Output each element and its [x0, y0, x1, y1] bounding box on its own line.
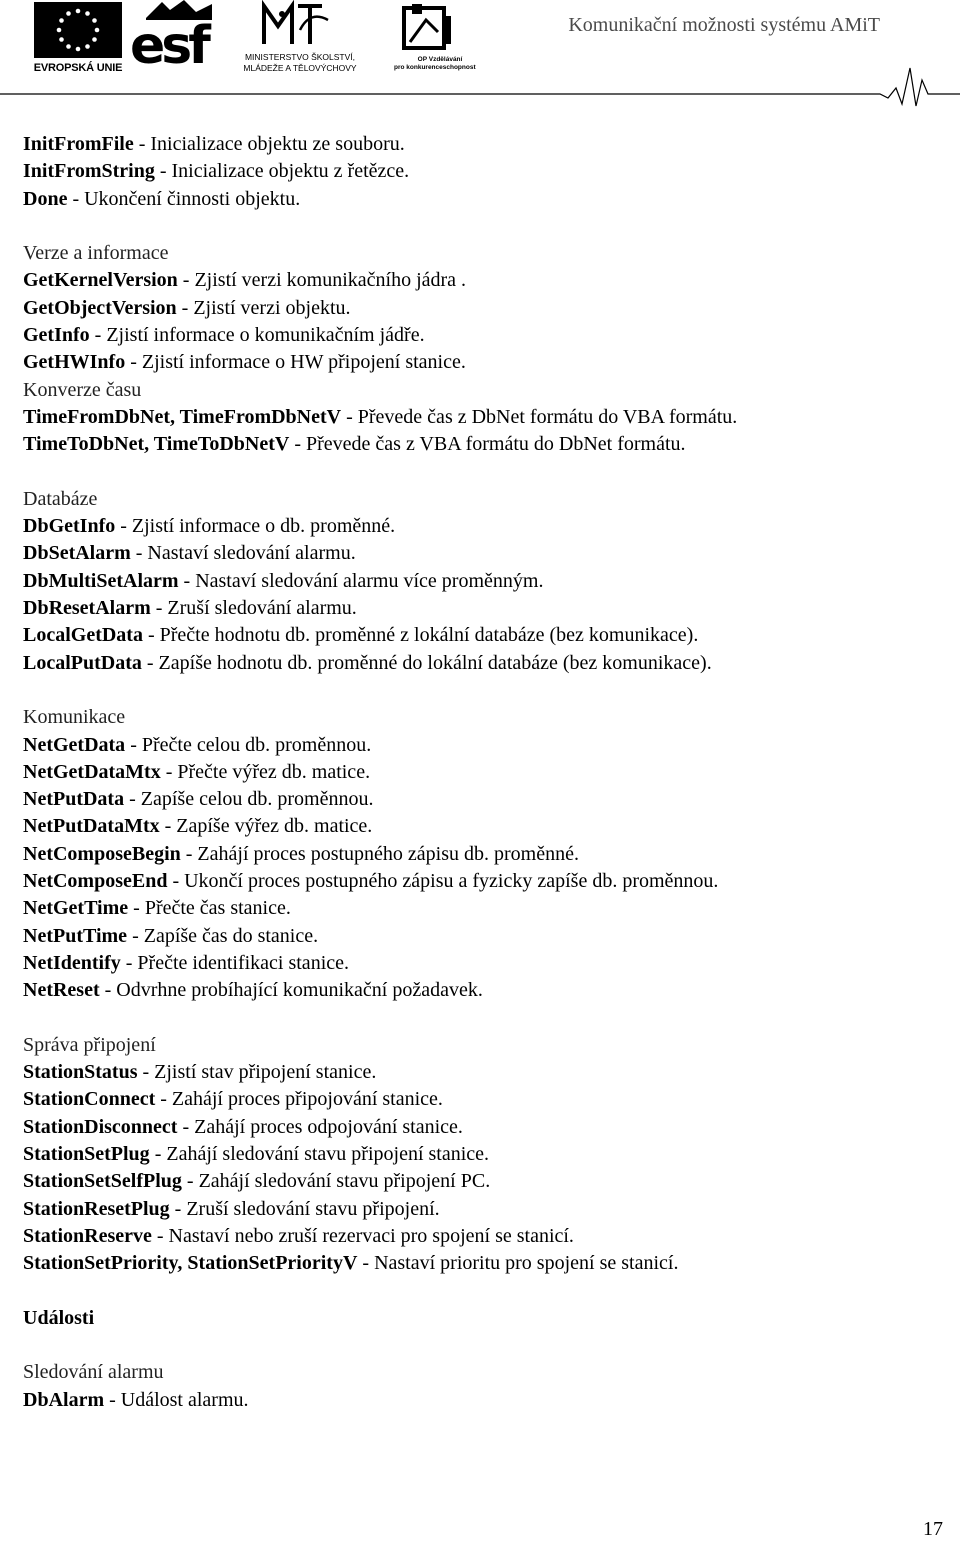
method-entry — [23, 977, 933, 1004]
method-name: DbGetInfo — [23, 515, 116, 538]
method-entry — [23, 1141, 933, 1168]
section-heading: Sledování alarmu — [23, 1361, 164, 1384]
document-title: Komunikační možnosti systému AMiT — [568, 14, 880, 36]
section-heading: Verze a informace — [23, 242, 169, 265]
method-entry — [23, 513, 933, 540]
method-entry — [23, 595, 933, 622]
method-entry — [23, 868, 933, 895]
method-description: - Zahájí sledování stavu připojení PC. — [181, 1170, 491, 1193]
method-description: - Zruší sledování stavu připojení. — [169, 1197, 440, 1220]
method-name: StationReserve — [23, 1224, 152, 1247]
eu-logo-caption: EVROPSKÁ UNIE — [33, 62, 123, 74]
eu-star-icon — [92, 18, 97, 23]
method-entry — [23, 786, 933, 813]
method-description: - Zahájí proces odpojování stanice. — [177, 1115, 463, 1138]
method-description: - Zapíše hodnotu db. proměnné do lokální databáze (bez komunikace). — [141, 651, 712, 674]
method-description: - Inicializace objektu z řetězce. — [154, 160, 410, 183]
method-name: TimeToDbNet, TimeToDbNetV — [23, 433, 290, 456]
document-body — [23, 131, 933, 1414]
method-name: GetHWInfo — [23, 351, 126, 374]
method-description: - Událost alarmu. — [104, 1388, 249, 1411]
method-name: StationSetPriority, StationSetPriorityV — [23, 1252, 358, 1275]
method-name: NetPutData — [23, 788, 125, 811]
method-entry — [23, 1059, 933, 1086]
method-name: DbSetAlarm — [23, 542, 131, 565]
method-entry — [23, 1250, 933, 1277]
method-name: InitFromFile — [23, 133, 134, 155]
blank-line — [23, 1277, 933, 1304]
method-entry — [23, 158, 933, 185]
method-name: LocalPutData — [23, 651, 142, 674]
method-description: - Zjistí verzi objektu. — [176, 296, 351, 319]
msmt-emblem-icon — [260, 0, 340, 50]
esf-logo-text: esf — [130, 16, 207, 76]
method-entry — [23, 1114, 933, 1141]
method-name: DbResetAlarm — [23, 597, 151, 620]
method-name: Done — [23, 187, 68, 210]
blank-line — [23, 459, 933, 486]
method-description: - Přečte celou db. proměnnou. — [125, 733, 372, 756]
op-emblem-icon — [398, 2, 454, 54]
method-name: GetInfo — [23, 324, 90, 347]
eu-star-icon — [59, 37, 64, 42]
method-entry — [23, 759, 933, 786]
eu-flag-icon — [34, 2, 122, 58]
method-entry — [23, 1387, 933, 1414]
section-heading-bold: Události — [23, 1306, 95, 1329]
method-description: - Nastaví sledování alarmu více proměnným. — [178, 569, 544, 592]
method-entry — [23, 1168, 933, 1195]
method-name: GetKernelVersion — [23, 269, 178, 292]
page-number: 17 — [923, 1518, 943, 1540]
method-entry — [23, 322, 933, 349]
eu-star-icon — [66, 11, 71, 16]
method-name: NetComposeEnd — [23, 870, 168, 893]
method-name: NetPutTime — [23, 924, 128, 947]
method-description: - Zapíše čas do stanice. — [127, 924, 319, 947]
method-name: LocalGetData — [23, 624, 143, 647]
method-name: StationConnect — [23, 1088, 156, 1111]
section-heading: Správa připojení — [23, 1033, 156, 1056]
method-description: - Inicializace objektu ze souboru. — [133, 133, 405, 155]
method-entry — [23, 732, 933, 759]
method-name: StationStatus — [23, 1061, 138, 1084]
method-description: - Zjistí informace o db. proměnné. — [115, 515, 396, 538]
eu-star-icon — [66, 44, 71, 49]
msmt-caption-line1: MINISTERSTVO ŠKOLSTVÍ, — [244, 52, 356, 62]
method-entry — [23, 431, 933, 458]
method-name: NetGetData — [23, 733, 126, 756]
method-description: - Ukončí proces postupného zápisu a fyzicky zapíše db. proměnnou. — [167, 870, 719, 893]
method-description: - Přečte čas stanice. — [128, 897, 291, 920]
method-entry — [23, 923, 933, 950]
method-name: NetIdentify — [23, 951, 121, 974]
method-name: NetComposeBegin — [23, 842, 181, 865]
method-entry — [23, 186, 933, 213]
method-entry — [23, 813, 933, 840]
method-entry — [23, 131, 933, 158]
method-description: - Zapíše celou db. proměnnou. — [124, 788, 374, 811]
method-description: - Převede čas z DbNet formátu do VBA formátu. — [341, 405, 738, 428]
eu-star-icon — [95, 28, 100, 33]
method-description: - Ukončení činnosti objektu. — [67, 187, 301, 210]
page-header — [0, 0, 960, 110]
header-pulse-line — [0, 60, 960, 110]
method-entry — [23, 950, 933, 977]
method-name: GetObjectVersion — [23, 296, 177, 319]
method-name: StationResetPlug — [23, 1197, 170, 1220]
blank-line — [23, 1332, 933, 1359]
method-description: - Přečte identifikaci stanice. — [120, 951, 349, 974]
section-heading: Databáze — [23, 487, 98, 510]
method-description: - Přečte výřez db. matice. — [160, 760, 371, 783]
method-description: - Zahájí sledování stavu připojení stanice. — [149, 1142, 490, 1165]
eu-star-icon — [76, 9, 81, 14]
blank-line — [23, 1005, 933, 1032]
method-name: NetGetTime — [23, 897, 129, 920]
method-entry — [23, 622, 933, 649]
method-entry — [23, 540, 933, 567]
method-entry — [23, 650, 933, 677]
eu-star-icon — [85, 44, 90, 49]
method-name: StationDisconnect — [23, 1115, 178, 1138]
msmt-caption-line2: MLÁDEŽE A TĚLOVÝCHOVY — [243, 63, 357, 73]
op-caption-line1: OP Vzdělávání — [417, 56, 463, 63]
method-name: StationSetPlug — [23, 1142, 150, 1165]
method-entry — [23, 841, 933, 868]
method-name: StationSetSelfPlug — [23, 1170, 182, 1193]
method-entry — [23, 1223, 933, 1250]
eu-star-icon — [59, 18, 64, 23]
method-entry — [23, 1086, 933, 1113]
method-name: DbAlarm — [23, 1388, 105, 1411]
eu-star-icon — [57, 28, 62, 33]
method-description: - Nastaví nebo zruší rezervaci pro spojení se stanicí. — [151, 1224, 574, 1247]
method-description: - Odvrhne probíhající komunikační požadavek. — [99, 979, 483, 1002]
method-description: - Přečte hodnotu db. proměnné z lokální databáze (bez komunikace). — [142, 624, 699, 647]
method-name: DbMultiSetAlarm — [23, 569, 179, 592]
method-description: - Zjistí informace o HW připojení stanice. — [125, 351, 466, 374]
section-heading: Konverze času — [23, 378, 142, 401]
op-caption-line2: pro konkurenceschopnost — [394, 64, 476, 71]
method-description: - Nastaví prioritu pro spojení se stanicí. — [357, 1252, 679, 1275]
method-name: NetPutDataMtx — [23, 815, 160, 838]
method-name: TimeFromDbNet, TimeFromDbNetV — [23, 405, 342, 428]
blank-line — [23, 677, 933, 704]
method-entry — [23, 349, 933, 376]
method-entry — [23, 1196, 933, 1223]
method-description: - Převede čas z VBA formátu do DbNet formátu. — [289, 433, 686, 456]
method-description: - Zapíše výřez db. matice. — [159, 815, 373, 838]
method-description: - Zahájí proces připojování stanice. — [155, 1088, 443, 1111]
section-heading: Komunikace — [23, 706, 126, 729]
method-entry — [23, 895, 933, 922]
eu-star-icon — [85, 11, 90, 16]
method-entry — [23, 568, 933, 595]
method-entry — [23, 404, 933, 431]
method-description: - Nastaví sledování alarmu. — [130, 542, 356, 565]
method-description: - Zjistí verzi komunikačního jádra . — [177, 269, 467, 292]
eu-star-icon — [92, 37, 97, 42]
method-name: InitFromString — [23, 160, 155, 183]
method-entry — [23, 267, 933, 294]
method-description: - Zahájí proces postupného zápisu db. proměnné. — [180, 842, 579, 865]
eu-star-icon — [76, 47, 81, 52]
method-name: NetGetDataMtx — [23, 760, 161, 783]
method-name: NetReset — [23, 979, 100, 1002]
method-entry — [23, 295, 933, 322]
method-description: - Zruší sledování alarmu. — [150, 597, 357, 620]
method-description: - Zjistí informace o komunikačním jádře. — [89, 324, 425, 347]
method-description: - Zjistí stav připojení stanice. — [137, 1061, 377, 1084]
blank-line — [23, 213, 933, 240]
